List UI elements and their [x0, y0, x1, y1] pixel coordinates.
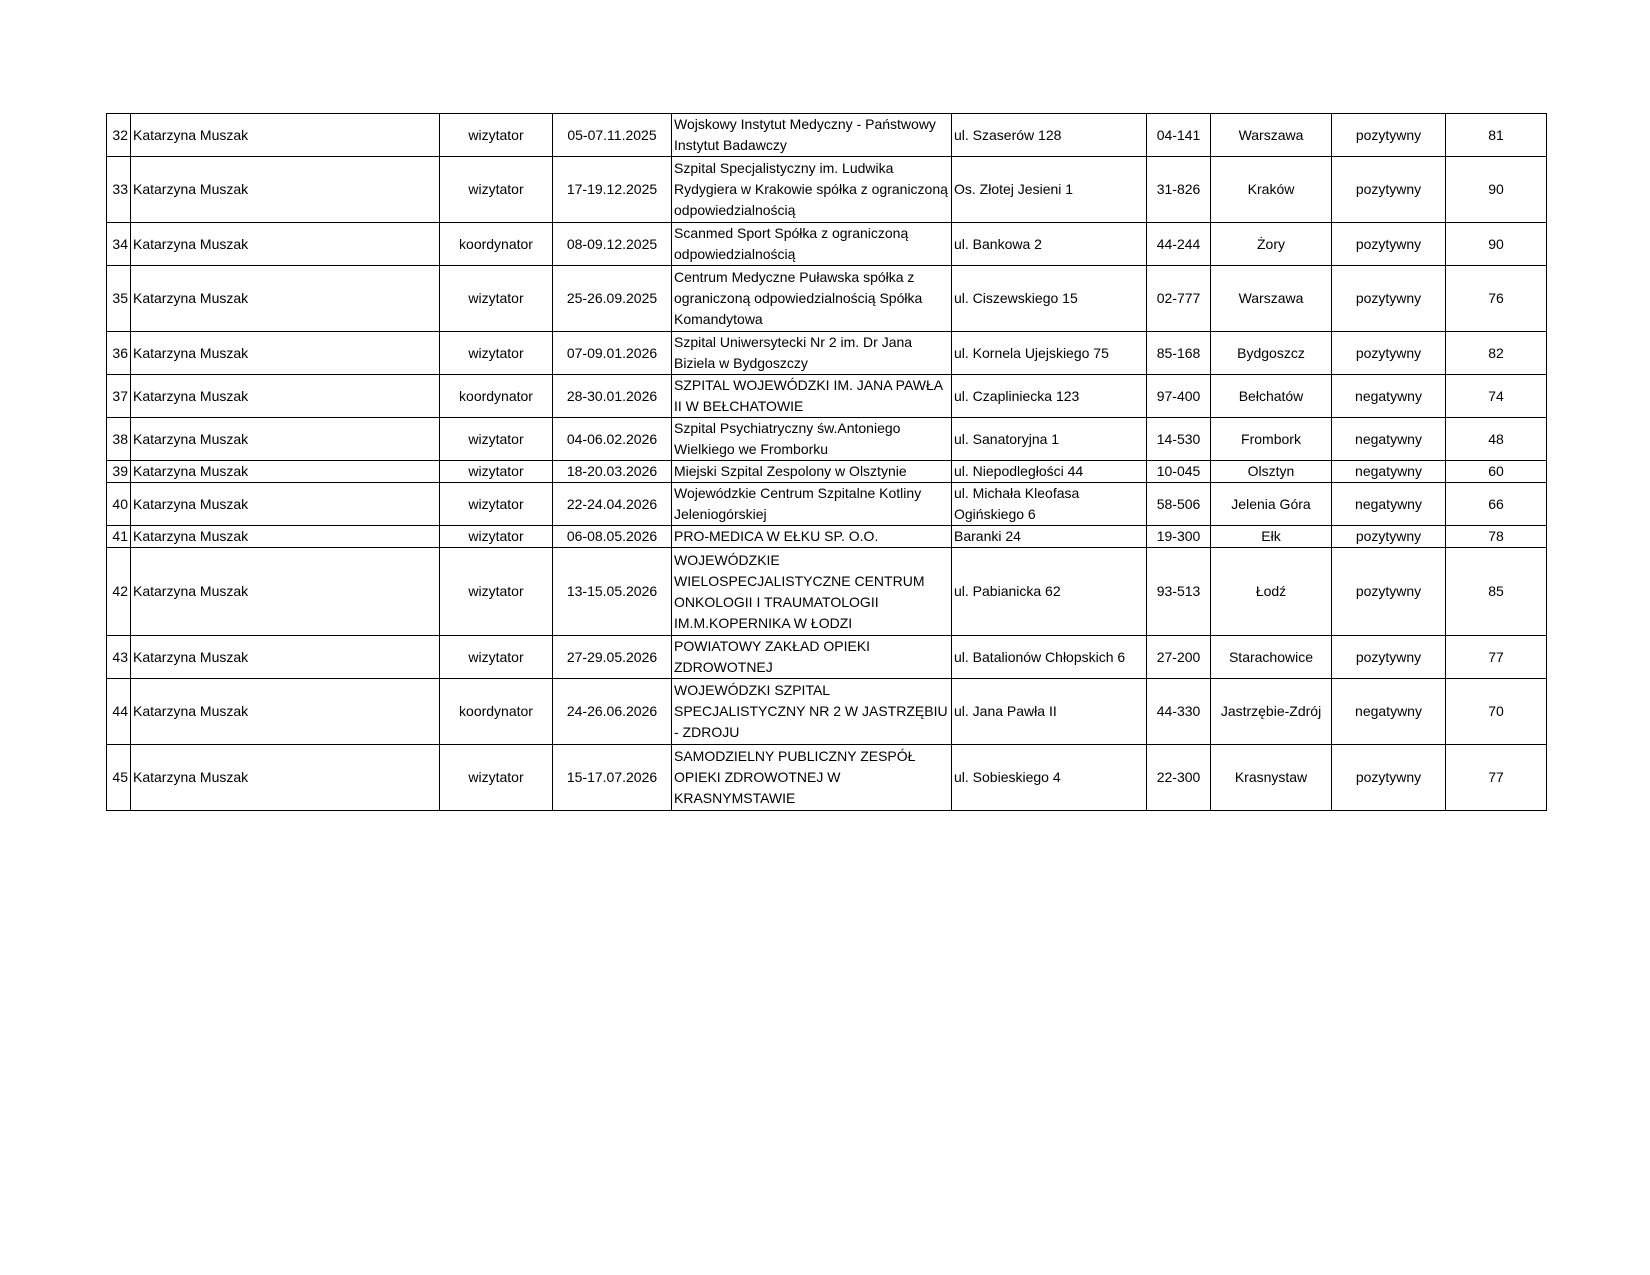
table-body	[107, 114, 1547, 811]
role-cell: wizytator	[440, 483, 553, 526]
institution-name-cell: SAMODZIELNY PUBLICZNY ZESPÓŁ OPIEKI ZDROWOTNEJ W KRASNYMSTAWIE	[672, 745, 952, 811]
result-cell: negatywny	[1332, 679, 1446, 745]
row-number-cell: 34	[107, 223, 131, 266]
role-cell: wizytator	[440, 636, 553, 679]
result-cell: pozytywny	[1332, 114, 1446, 157]
row-number-cell: 32	[107, 114, 131, 157]
city-cell: Żory	[1211, 223, 1332, 266]
city-cell: Olsztyn	[1211, 461, 1332, 483]
person-name-cell: Katarzyna Muszak	[131, 548, 440, 636]
table-row	[107, 679, 1547, 745]
city-cell: Warszawa	[1211, 114, 1332, 157]
result-cell: negatywny	[1332, 483, 1446, 526]
visit-date-cell: 18-20.03.2026	[553, 461, 672, 483]
row-number-cell: 44	[107, 679, 131, 745]
score-cell: 60	[1446, 461, 1547, 483]
visit-date-cell: 08-09.12.2025	[553, 223, 672, 266]
table-row	[107, 114, 1547, 157]
table-row	[107, 223, 1547, 266]
table-row	[107, 332, 1547, 375]
score-cell: 90	[1446, 157, 1547, 223]
result-cell: pozytywny	[1332, 157, 1446, 223]
result-cell: pozytywny	[1332, 548, 1446, 636]
score-cell: 70	[1446, 679, 1547, 745]
score-cell: 82	[1446, 332, 1547, 375]
person-name-cell: Katarzyna Muszak	[131, 223, 440, 266]
person-name-cell: Katarzyna Muszak	[131, 266, 440, 332]
score-cell: 76	[1446, 266, 1547, 332]
postal-code-cell: 04-141	[1147, 114, 1211, 157]
visit-date-cell: 05-07.11.2025	[553, 114, 672, 157]
institution-name-cell: Szpital Uniwersytecki Nr 2 im. Dr Jana Biziela w Bydgoszczy	[672, 332, 952, 375]
visit-date-cell: 28-30.01.2026	[553, 375, 672, 418]
visits-table	[106, 113, 1547, 811]
person-name-cell: Katarzyna Muszak	[131, 679, 440, 745]
result-cell: negatywny	[1332, 375, 1446, 418]
postal-code-cell: 14-530	[1147, 418, 1211, 461]
street-address-cell: ul. Batalionów Chłopskich 6	[952, 636, 1147, 679]
role-cell: wizytator	[440, 418, 553, 461]
street-address-cell: ul. Ciszewskiego 15	[952, 266, 1147, 332]
city-cell: Bełchatów	[1211, 375, 1332, 418]
table-row	[107, 745, 1547, 811]
role-cell: wizytator	[440, 114, 553, 157]
visit-date-cell: 25-26.09.2025	[553, 266, 672, 332]
postal-code-cell: 19-300	[1147, 526, 1211, 548]
institution-name-cell: Miejski Szpital Zespolony w Olsztynie	[672, 461, 952, 483]
table-row	[107, 636, 1547, 679]
person-name-cell: Katarzyna Muszak	[131, 461, 440, 483]
result-cell: pozytywny	[1332, 636, 1446, 679]
city-cell: Ełk	[1211, 526, 1332, 548]
role-cell: wizytator	[440, 266, 553, 332]
person-name-cell: Katarzyna Muszak	[131, 526, 440, 548]
score-cell: 90	[1446, 223, 1547, 266]
result-cell: pozytywny	[1332, 745, 1446, 811]
visit-date-cell: 04-06.02.2026	[553, 418, 672, 461]
role-cell: koordynator	[440, 375, 553, 418]
institution-name-cell: Wojskowy Instytut Medyczny - Państwowy Instytut Badawczy	[672, 114, 952, 157]
role-cell: wizytator	[440, 157, 553, 223]
city-cell: Kraków	[1211, 157, 1332, 223]
street-address-cell: Baranki 24	[952, 526, 1147, 548]
role-cell: wizytator	[440, 745, 553, 811]
result-cell: pozytywny	[1332, 332, 1446, 375]
postal-code-cell: 22-300	[1147, 745, 1211, 811]
table-row	[107, 375, 1547, 418]
street-address-cell: ul. Sobieskiego 4	[952, 745, 1147, 811]
result-cell: negatywny	[1332, 418, 1446, 461]
table-row	[107, 157, 1547, 223]
city-cell: Warszawa	[1211, 266, 1332, 332]
row-number-cell: 33	[107, 157, 131, 223]
postal-code-cell: 10-045	[1147, 461, 1211, 483]
table-row	[107, 526, 1547, 548]
postal-code-cell: 44-330	[1147, 679, 1211, 745]
city-cell: Łodź	[1211, 548, 1332, 636]
street-address-cell: ul. Kornela Ujejskiego 75	[952, 332, 1147, 375]
table-row	[107, 418, 1547, 461]
table-row	[107, 548, 1547, 636]
street-address-cell: ul. Jana Pawła II	[952, 679, 1147, 745]
institution-name-cell: Szpital Psychiatryczny św.Antoniego Wielkiego we Fromborku	[672, 418, 952, 461]
visit-date-cell: 24-26.06.2026	[553, 679, 672, 745]
role-cell: wizytator	[440, 548, 553, 636]
street-address-cell: Os. Złotej Jesieni 1	[952, 157, 1147, 223]
row-number-cell: 35	[107, 266, 131, 332]
street-address-cell: ul. Bankowa 2	[952, 223, 1147, 266]
city-cell: Jastrzębie-Zdrój	[1211, 679, 1332, 745]
visit-date-cell: 15-17.07.2026	[553, 745, 672, 811]
institution-name-cell: Wojewódzkie Centrum Szpitalne Kotliny Jeleniogórskiej	[672, 483, 952, 526]
row-number-cell: 43	[107, 636, 131, 679]
score-cell: 66	[1446, 483, 1547, 526]
row-number-cell: 37	[107, 375, 131, 418]
institution-name-cell: Centrum Medyczne Puławska spółka z ograniczoną odpowiedzialnością Spółka Komandytowa	[672, 266, 952, 332]
city-cell: Krasnystaw	[1211, 745, 1332, 811]
visit-date-cell: 17-19.12.2025	[553, 157, 672, 223]
score-cell: 48	[1446, 418, 1547, 461]
institution-name-cell: POWIATOWY ZAKŁAD OPIEKI ZDROWOTNEJ	[672, 636, 952, 679]
postal-code-cell: 58-506	[1147, 483, 1211, 526]
role-cell: koordynator	[440, 223, 553, 266]
table-row	[107, 461, 1547, 483]
street-address-cell: ul. Szaserów 128	[952, 114, 1147, 157]
institution-name-cell: PRO-MEDICA W EŁKU SP. O.O.	[672, 526, 952, 548]
postal-code-cell: 85-168	[1147, 332, 1211, 375]
score-cell: 78	[1446, 526, 1547, 548]
person-name-cell: Katarzyna Muszak	[131, 332, 440, 375]
visit-date-cell: 22-24.04.2026	[553, 483, 672, 526]
postal-code-cell: 44-244	[1147, 223, 1211, 266]
score-cell: 81	[1446, 114, 1547, 157]
person-name-cell: Katarzyna Muszak	[131, 418, 440, 461]
visit-date-cell: 13-15.05.2026	[553, 548, 672, 636]
score-cell: 77	[1446, 636, 1547, 679]
city-cell: Jelenia Góra	[1211, 483, 1332, 526]
visit-date-cell: 07-09.01.2026	[553, 332, 672, 375]
result-cell: negatywny	[1332, 461, 1446, 483]
result-cell: pozytywny	[1332, 223, 1446, 266]
row-number-cell: 40	[107, 483, 131, 526]
row-number-cell: 38	[107, 418, 131, 461]
institution-name-cell: Szpital Specjalistyczny im. Ludwika Rydygiera w Krakowie spółka z ograniczoną odpowiedzialnością	[672, 157, 952, 223]
postal-code-cell: 27-200	[1147, 636, 1211, 679]
visit-date-cell: 06-08.05.2026	[553, 526, 672, 548]
street-address-cell: ul. Czapliniecka 123	[952, 375, 1147, 418]
table-row	[107, 266, 1547, 332]
postal-code-cell: 31-826	[1147, 157, 1211, 223]
street-address-cell: ul. Michała Kleofasa Ogińskiego 6	[952, 483, 1147, 526]
person-name-cell: Katarzyna Muszak	[131, 483, 440, 526]
person-name-cell: Katarzyna Muszak	[131, 375, 440, 418]
score-cell: 74	[1446, 375, 1547, 418]
city-cell: Bydgoszcz	[1211, 332, 1332, 375]
role-cell: wizytator	[440, 526, 553, 548]
person-name-cell: Katarzyna Muszak	[131, 745, 440, 811]
institution-name-cell: SZPITAL WOJEWÓDZKI IM. JANA PAWŁA II W BEŁCHATOWIE	[672, 375, 952, 418]
row-number-cell: 41	[107, 526, 131, 548]
table-row	[107, 483, 1547, 526]
role-cell: wizytator	[440, 461, 553, 483]
role-cell: koordynator	[440, 679, 553, 745]
institution-name-cell: Scanmed Sport Spółka z ograniczoną odpowiedzialnością	[672, 223, 952, 266]
institution-name-cell: WOJEWÓDZKI SZPITAL SPECJALISTYCZNY NR 2 W JASTRZĘBIU - ZDROJU	[672, 679, 952, 745]
postal-code-cell: 93-513	[1147, 548, 1211, 636]
postal-code-cell: 97-400	[1147, 375, 1211, 418]
person-name-cell: Katarzyna Muszak	[131, 114, 440, 157]
street-address-cell: ul. Pabianicka 62	[952, 548, 1147, 636]
person-name-cell: Katarzyna Muszak	[131, 636, 440, 679]
city-cell: Frombork	[1211, 418, 1332, 461]
street-address-cell: ul. Sanatoryjna 1	[952, 418, 1147, 461]
city-cell: Starachowice	[1211, 636, 1332, 679]
institution-name-cell: WOJEWÓDZKIE WIELOSPECJALISTYCZNE CENTRUM ONKOLOGII I TRAUMATOLOGII IM.M.KOPERNIKA W ŁODZI	[672, 548, 952, 636]
score-cell: 77	[1446, 745, 1547, 811]
postal-code-cell: 02-777	[1147, 266, 1211, 332]
score-cell: 85	[1446, 548, 1547, 636]
person-name-cell: Katarzyna Muszak	[131, 157, 440, 223]
result-cell: pozytywny	[1332, 526, 1446, 548]
visit-date-cell: 27-29.05.2026	[553, 636, 672, 679]
row-number-cell: 42	[107, 548, 131, 636]
role-cell: wizytator	[440, 332, 553, 375]
row-number-cell: 39	[107, 461, 131, 483]
street-address-cell: ul. Niepodległości 44	[952, 461, 1147, 483]
row-number-cell: 36	[107, 332, 131, 375]
row-number-cell: 45	[107, 745, 131, 811]
result-cell: pozytywny	[1332, 266, 1446, 332]
